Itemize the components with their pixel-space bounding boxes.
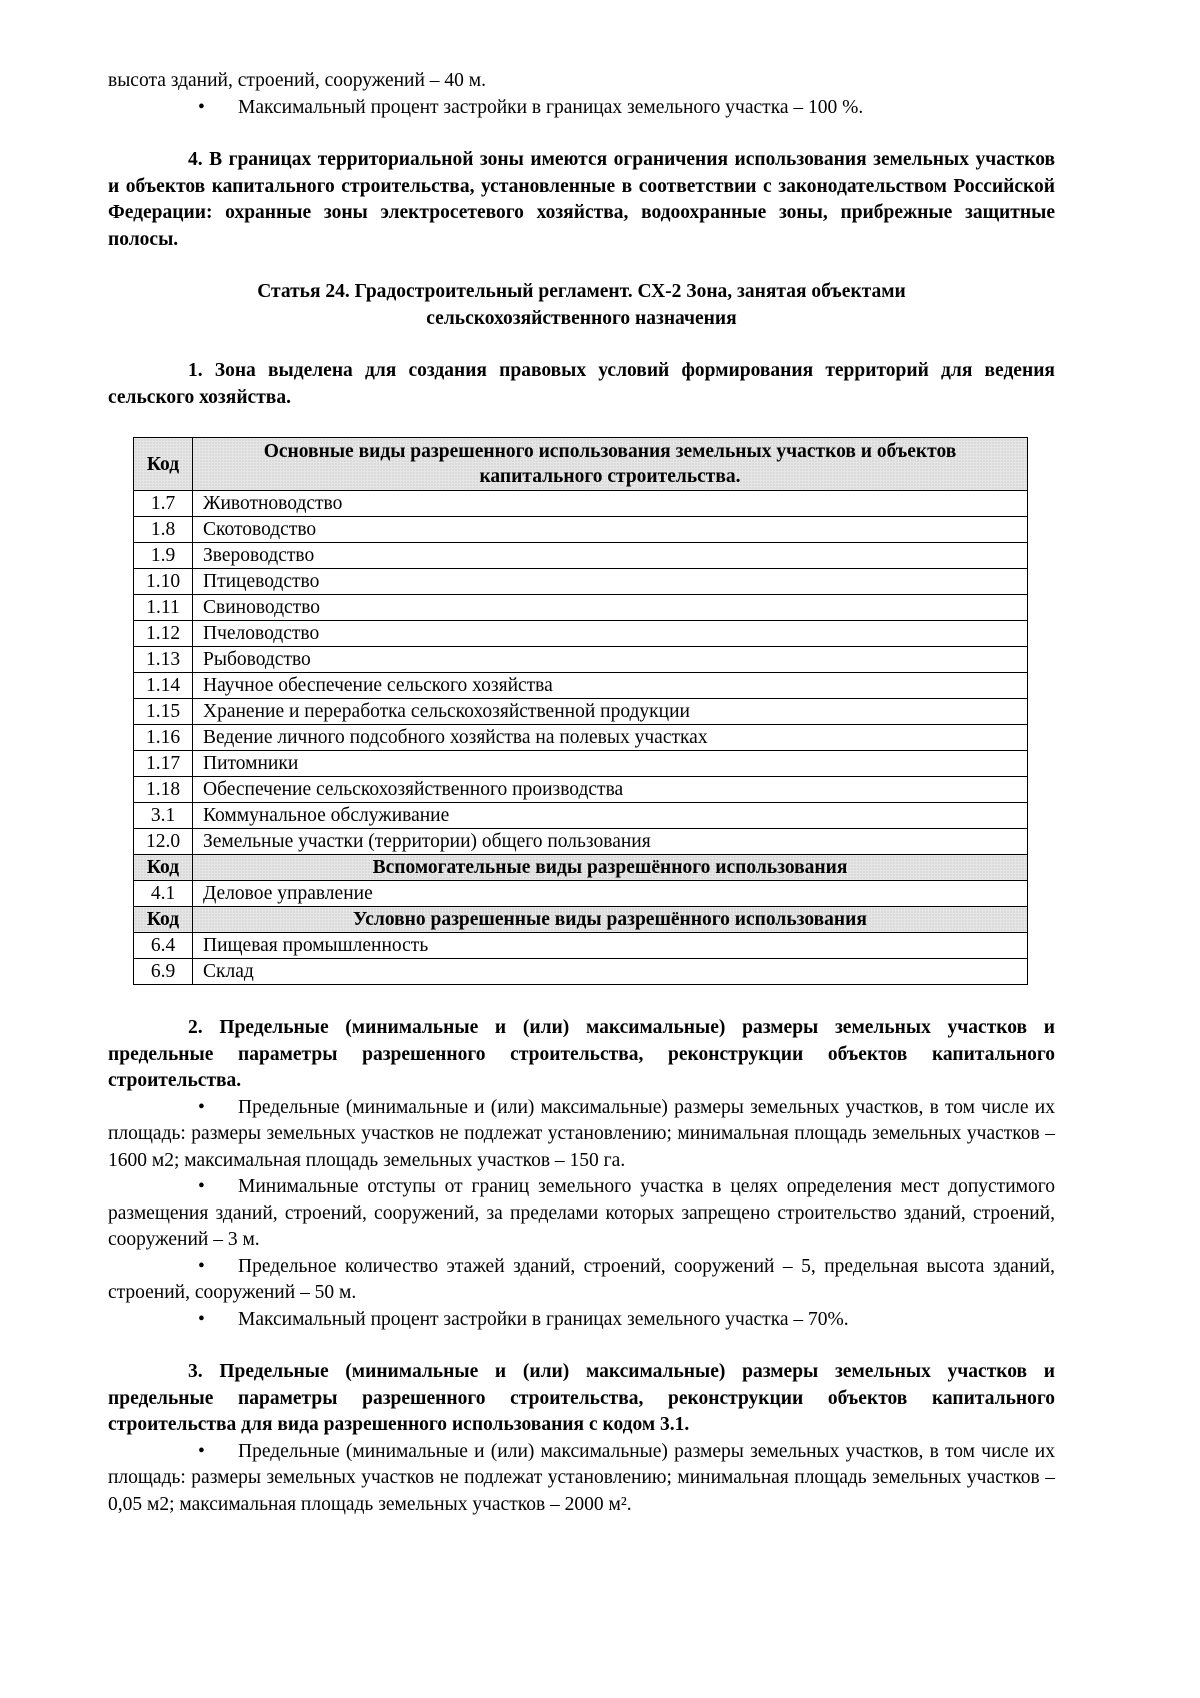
name-cell: Звероводство bbox=[193, 543, 1028, 569]
code-cell: 1.13 bbox=[134, 647, 193, 673]
bullet-icon: • bbox=[198, 96, 205, 118]
table-row bbox=[134, 725, 1028, 751]
code-cell: 6.9 bbox=[134, 959, 193, 985]
code-header: Код bbox=[134, 907, 193, 933]
bullet-icon: • bbox=[198, 1096, 205, 1118]
intro-line: высота зданий, строений, сооружений – 40 м. bbox=[108, 70, 487, 91]
code-cell: 1.12 bbox=[134, 621, 193, 647]
bullet-icon: • bbox=[198, 1255, 205, 1277]
name-cell: Хранение и переработка сельскохозяйственной продукции bbox=[193, 699, 1028, 725]
table-row bbox=[134, 881, 1028, 907]
name-cell: Животноводство bbox=[193, 491, 1028, 517]
article-title: Статья 24. Градостроительный регламент. СХ-2 Зона, занятая объектами сельскохозяйственного назначения bbox=[257, 281, 906, 329]
name-cell: Скотоводство bbox=[193, 517, 1028, 543]
table-row bbox=[134, 699, 1028, 725]
name-cell: Научное обеспечение сельского хозяйства bbox=[193, 673, 1028, 699]
code-cell: 1.17 bbox=[134, 751, 193, 777]
code-cell: 1.16 bbox=[134, 725, 193, 751]
table-row bbox=[134, 621, 1028, 647]
table-row bbox=[134, 933, 1028, 959]
table-row bbox=[134, 647, 1028, 673]
code-cell: 3.1 bbox=[134, 803, 193, 829]
name-cell: Земельные участки (территории) общего пользования bbox=[193, 829, 1028, 855]
bullet-item: • Максимальный процент застройки в границах земельного участка – 100 %. bbox=[108, 95, 1055, 122]
table-row bbox=[134, 595, 1028, 621]
bullet-item: • Минимальные отступы от границ земельного участка в целях определения мест допустимого размещения зданий, строений, сооружений, за пределами которых запрещено строительство зданий, строений, сооружений – 3 м. bbox=[108, 1176, 1055, 1250]
name-cell: Свиноводство bbox=[193, 595, 1028, 621]
name-cell: Коммунальное обслуживание bbox=[193, 803, 1028, 829]
section-3-heading: 3. Предельные (минимальные и (или) максимальные) размеры земельных участков и предельные параметры разрешенного строительства, реконструкции объектов капитального строительства для вида разрешенного использования с кодом 3.1. bbox=[108, 1361, 1055, 1435]
item-1: 1. Зона выделена для создания правовых условий формирования территорий для ведения сельского хозяйства. bbox=[108, 360, 1055, 408]
permitted-uses-table bbox=[133, 437, 1028, 985]
code-cell: 1.10 bbox=[134, 569, 193, 595]
name-cell: Питомники bbox=[193, 751, 1028, 777]
table-row bbox=[134, 491, 1028, 517]
name-cell: Пчеловодство bbox=[193, 621, 1028, 647]
bullet-icon: • bbox=[198, 1308, 205, 1330]
code-cell: 1.15 bbox=[134, 699, 193, 725]
code-cell: 6.4 bbox=[134, 933, 193, 959]
header-cell: Условно разрешенные виды разрешённого использования bbox=[193, 907, 1028, 933]
name-cell: Деловое управление bbox=[193, 881, 1028, 907]
name-cell: Пищевая промышленность bbox=[193, 933, 1028, 959]
table-header-row bbox=[134, 907, 1028, 933]
header-cell: Вспомогательные виды разрешённого использования bbox=[193, 855, 1028, 881]
table-row bbox=[134, 673, 1028, 699]
code-cell: 1.8 bbox=[134, 517, 193, 543]
table-row bbox=[134, 751, 1028, 777]
bullet-icon: • bbox=[198, 1440, 205, 1462]
table-row bbox=[134, 569, 1028, 595]
table-row bbox=[134, 517, 1028, 543]
code-cell: 12.0 bbox=[134, 829, 193, 855]
section-2-heading: 2. Предельные (минимальные и (или) максимальные) размеры земельных участков и предельные параметры разрешенного строительства, реконструкции объектов капитального строительства. bbox=[108, 1017, 1055, 1091]
code-header: Код bbox=[134, 438, 193, 491]
code-header: Код bbox=[134, 855, 193, 881]
header-cell: Основные виды разрешенного использования земельных участков и объектов капитального строительства. bbox=[193, 438, 1028, 491]
table-row bbox=[134, 959, 1028, 985]
name-cell: Рыбоводство bbox=[193, 647, 1028, 673]
bullet-icon: • bbox=[198, 1176, 205, 1197]
name-cell: Ведение личного подсобного хозяйства на полевых участках bbox=[193, 725, 1028, 751]
table-row bbox=[134, 829, 1028, 855]
table-row bbox=[134, 777, 1028, 803]
code-cell: 4.1 bbox=[134, 881, 193, 907]
code-cell: 1.9 bbox=[134, 543, 193, 569]
document-page bbox=[108, 68, 1055, 1518]
table-header-row bbox=[134, 438, 1028, 491]
bullet-item: • Максимальный процент застройки в границах земельного участка – 70%. bbox=[108, 1307, 1055, 1334]
bullet-item: • Предельное количество этажей зданий, строений, сооружений – 5, предельная высота зданий, строений, сооружений – 50 м. bbox=[108, 1255, 1055, 1303]
name-cell: Склад bbox=[193, 959, 1028, 985]
code-cell: 1.11 bbox=[134, 595, 193, 621]
table-header-row bbox=[134, 855, 1028, 881]
code-cell: 1.7 bbox=[134, 491, 193, 517]
code-cell: 1.18 bbox=[134, 777, 193, 803]
code-cell: 1.14 bbox=[134, 673, 193, 699]
table-row bbox=[134, 543, 1028, 569]
bullet-item: • Предельные (минимальные и (или) максимальные) размеры земельных участков, в том числе их площадь: размеры земельных участков не подлежат установлению; минимальная площадь земельных участков – 1600 м2; максимальная площадь земельных участков – 150 га. bbox=[108, 1096, 1055, 1171]
name-cell: Птицеводство bbox=[193, 569, 1028, 595]
table-row bbox=[134, 803, 1028, 829]
name-cell: Обеспечение сельскохозяйственного производства bbox=[193, 777, 1028, 803]
section-4: 4. В границах территориальной зоны имеются ограничения использования земельных участков и объектов капитального строительства, установленные в соответствии с законодательством Российской Федерации: охранные зоны электросетевого хозяйства, водоохранные зоны, прибрежные защитные полосы. bbox=[108, 149, 1055, 250]
bullet-item: • Предельные (минимальные и (или) максимальные) размеры земельных участков, в том числе их площадь: размеры земельных участков не подлежат установлению; минимальная площадь земельных участков – 0,05 м2; максимальная площадь земельных участков – 2000 м². bbox=[108, 1440, 1055, 1515]
